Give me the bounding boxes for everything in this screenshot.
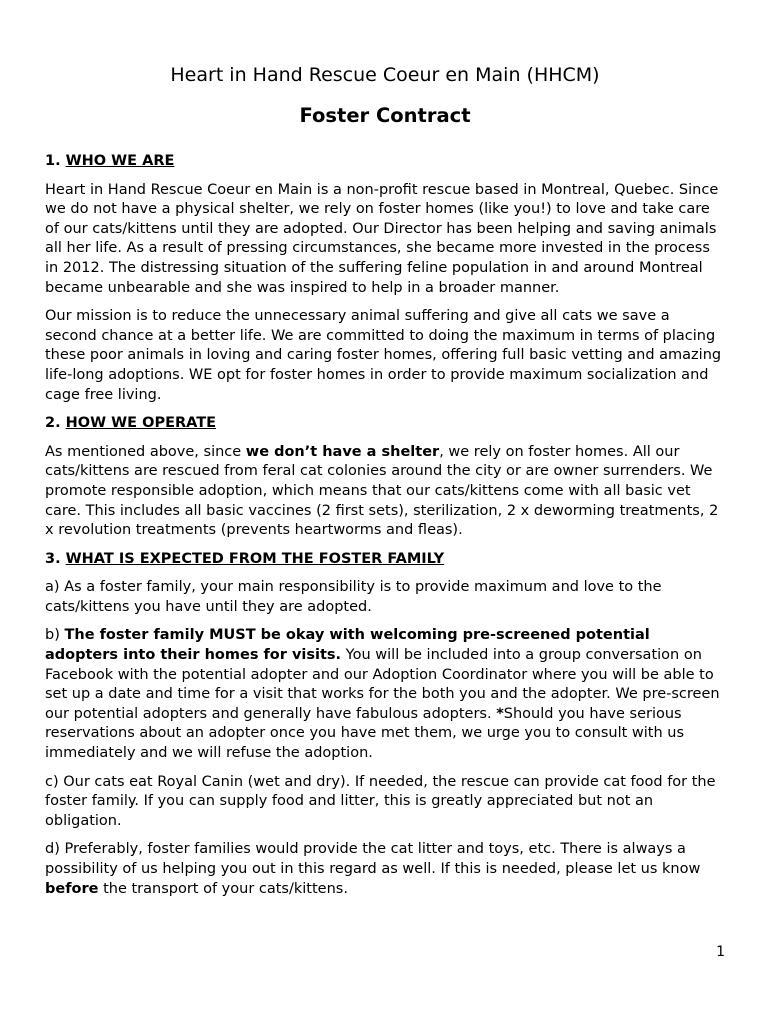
paragraph-item-b bbox=[45, 626, 725, 763]
section-heading-text: WHO WE ARE bbox=[65, 153, 175, 169]
text-run: Should you have serious reservations about an adopter once you have met them, we urge you to consult with us immediately and we will refuse the adoption. bbox=[45, 705, 685, 762]
text-run: You will be included into a group conversation on Facebook with the potential adopter and our Adoption Coordinator where you will be able to set up a date and time for a visit that works for the both you and the adopter. We pre-screen our potential adopters and generally have fabulous adopters. bbox=[45, 647, 720, 722]
emphasis-text: The foster family MUST be okay with welcoming pre-screened potential adopters into their homes for visits. bbox=[45, 627, 650, 664]
section-number: 3. bbox=[45, 550, 61, 567]
section-heading-how-we-operate bbox=[45, 414, 725, 434]
paragraph-who-we-are-1: Heart in Hand Rescue Coeur en Main is a non-profit rescue based in Montreal, Quebec. Since we do not have a physical shelter, we rely on foster homes (like you!) to love and take care of our cats/kittens until they are adopted. Our Director has been helping and saving animals all her life. As a result of pressing circumstances, she became more invested in the process in 2012. The distressing situation of the suffering feline population in and around Montreal became unbearable and she was inspired to help in a broader manner. bbox=[45, 181, 719, 296]
paragraph-who-we-are-2: Our mission is to reduce the unnecessary animal suffering and give all cats we save a second chance at a better life. We are committed to doing the maximum in terms of placing these poor animals in loving and caring foster homes, offering full basic vetting and amazing life-long adoptions. WE opt for foster homes in order to provide maximum socialization and cage free living. bbox=[45, 308, 722, 403]
section-heading-text: HOW WE OPERATE bbox=[65, 415, 217, 432]
section-heading-text: WHAT IS EXPECTED FROM THE FOSTER FAMILY bbox=[65, 550, 445, 567]
paragraph-how-we-operate bbox=[45, 443, 725, 541]
emphasis-text: we don’t have a shelter bbox=[245, 443, 440, 460]
asterisk-mark: * bbox=[496, 705, 504, 722]
document-body bbox=[45, 152, 725, 908]
section-number: 1. bbox=[45, 153, 61, 169]
paragraph-item-a: a) As a foster family, your main responsibility is to provide maximum and love to the cats/kittens you have until they are adopted. bbox=[45, 579, 662, 615]
section-number: 2. bbox=[45, 415, 61, 432]
text-run: the transport of your cats/kittens. bbox=[98, 880, 348, 897]
paragraph-item-d bbox=[45, 840, 725, 899]
text-run: d) Preferably, foster families would provide the cat litter and toys, etc. There is always a possibility of us helping you out in this regard as well. If this is needed, please let us know bbox=[45, 841, 701, 877]
document-title: Foster Contract bbox=[299, 104, 471, 127]
section-heading-expected-from-foster bbox=[45, 550, 725, 570]
page-number: 1 bbox=[716, 944, 725, 960]
text-run: b) bbox=[45, 627, 65, 644]
emphasis-text: before bbox=[45, 880, 99, 897]
text-run: As mentioned above, since bbox=[45, 443, 246, 460]
paragraph-item-c: c) Our cats eat Royal Canin (wet and dry). If needed, the rescue can provide cat food for the foster family. If you can supply food and litter, this is greatly appreciated but not an obligation. bbox=[45, 773, 716, 829]
organization-title: Heart in Hand Rescue Coeur en Main (HHCM) bbox=[170, 64, 600, 86]
section-heading-who-we-are bbox=[45, 152, 725, 172]
text-run: , we rely on foster homes. All our cats/kittens are rescued from feral cat colonies around the city or are owner surrenders. We promote responsible adoption, which means that our cats/kittens come with all basic vet care. This includes all basic vaccines (2 first sets), sterilization, 2 x deworming treatments, 2 x revolution treatments (prevents heartworms and fleas). bbox=[45, 443, 719, 539]
